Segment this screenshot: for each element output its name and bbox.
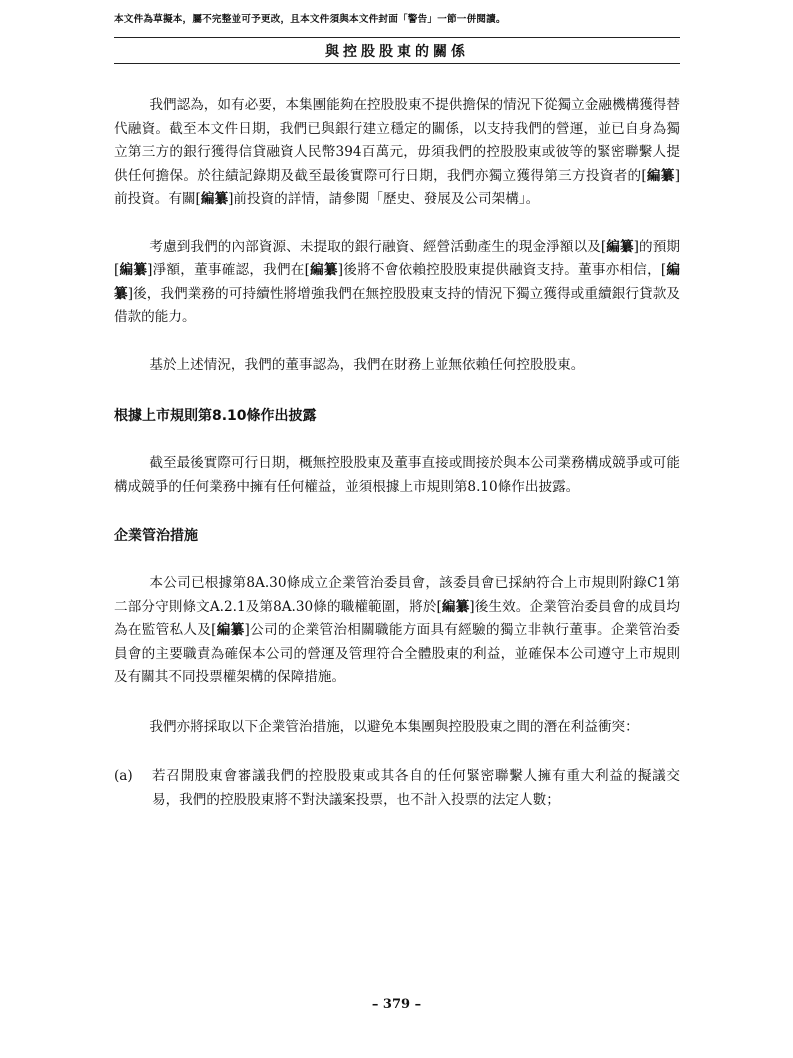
heading-rule-8-10-disclosure: 根據上市規則第8.10條作出披露 (114, 408, 317, 424)
text-run: ]後，我們業務的可持續性將增強我們在無控股股東支持的情況下獨立獲得或重續銀行貸款及借款的能力。 (114, 285, 681, 325)
paragraph-competing-business: 截至最後實際可行日期，概無控股股東及董事直接或間接於與本公司業務構成競爭或可能構成競爭的任何業務中擁有任何權益，並須根據上市規則第8.10條作出披露。 (114, 455, 680, 495)
text-run: ]後將不會依賴控股股東提供融資支持。董事亦相信，[ (337, 262, 667, 278)
text-run: ]公司的企業管治相關職能方面具有經驗的獨立非執行董事。企業管治委員會的主要職責為確保本公司的營運及管理符合全體股東的利益，並確保本公司遵守上市規則及有關其不同投票權架構的保障措施。 (114, 622, 680, 685)
redacted-marker: 編纂 (309, 262, 338, 278)
list-item-a (114, 765, 680, 812)
redacted-marker: 編纂 (441, 598, 470, 615)
page-number: – 379 – (371, 997, 422, 1012)
paragraph-financial-independence: 基於上述情況，我們的董事認為，我們在財務上並無依賴任何控股股東。 (149, 356, 585, 373)
text-run: ]淨額，董事確認，我們在[ (147, 262, 310, 278)
text-run: 本公司已根據第8A.30條成立企業管治委員會，該委員會已採納符合上市規則附錄C1第二部分守則條文A.2.1及第8A.30條的職權範圍，將於[ (114, 575, 680, 615)
redacted-marker: 編纂 (216, 622, 245, 638)
text-run: ]的預期[ (114, 238, 680, 278)
header-top-rule (114, 37, 680, 38)
document-body (114, 94, 680, 812)
redacted-marker: 編纂 (119, 262, 148, 278)
text-run: ]前投資。有關[ (114, 167, 680, 207)
redacted-marker: 編纂 (114, 262, 681, 302)
paragraph-alternative-financing (114, 94, 680, 212)
paragraph-financing-support (114, 236, 680, 330)
paragraph-conflict-measures: 我們亦將採取以下企業管治措施，以避免本集團與控股股東之間的潛在利益衝突： (149, 718, 639, 735)
header-bottom-rule (114, 63, 680, 64)
text-run: 我們認為，如有必要，本集團能夠在控股股東不提供擔保的情況下從獨立金融機構獲得替代融資。截至本文件日期，我們已與銀行建立穩定的關係，以支持我們的營運，並已自身為獨立第三方的銀行獲得信貸融資人民幣394百萬元，毋須我們的控股股東或彼等的緊密聯繫人提供任何擔保。於往績記錄期及截至最後實際可行日期，我們亦獨立獲得第三方投資者的[ (114, 97, 680, 184)
section-title: 與控股股東的關係 (325, 44, 469, 60)
list-item-label: (a) (114, 768, 133, 784)
text-run: ]前投資的詳情，請參閱「歷史、發展及公司架構」。 (228, 191, 540, 207)
text-run: ]後生效。企業管治委員會的成員均為在監管私人及[ (114, 598, 680, 638)
redacted-marker: 編纂 (200, 191, 229, 207)
text-run: 考慮到我們的內部資源、未提取的銀行融資、經營活動產生的現金淨額以及[ (149, 238, 607, 255)
heading-corporate-governance: 企業管治措施 (114, 528, 198, 544)
list-item-text: 若召開股東會審議我們的控股股東或其各自的任何緊密聯繫人擁有重大利益的擬議交易，我們的控股股東將不對決議案投票，也不計入投票的法定人數； (152, 768, 680, 808)
paragraph-governance-committee (114, 572, 680, 690)
redacted-marker: 編纂 (646, 167, 675, 184)
draft-notice: 本文件為草擬本，屬不完整並可予更改，且本文件須與本文件封面「警告」一節一併閱讀。 (114, 14, 506, 25)
redacted-marker: 編纂 (606, 238, 634, 255)
